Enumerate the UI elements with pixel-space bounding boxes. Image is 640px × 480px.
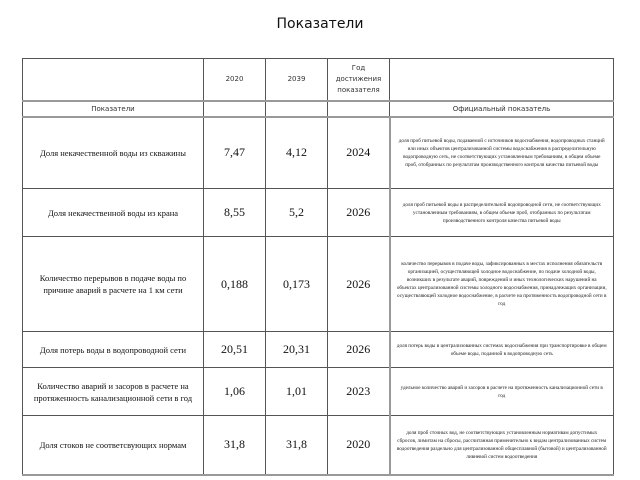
label-indicators-cell: Показатели — [23, 101, 204, 117]
label-2020-cell — [204, 101, 266, 117]
table-row — [23, 368, 614, 416]
value-2020: 8,55 — [204, 189, 266, 237]
target-year: 2026 — [328, 237, 390, 332]
value-2020: 7,47 — [204, 117, 266, 189]
table-row — [23, 117, 614, 189]
official-indicator: доля проб питьевой воды, подаваемой с источников водоснабжения, водопроводных станций или иных объектов централизованной системы водоснабжения в распределительную водопроводную сеть, не соответствующих установленным требованиям, в общем объеме проб, отобранных по результатам производственного контроля качества питьевой воды — [390, 117, 614, 189]
target-year: 2026 — [328, 189, 390, 237]
label-2039-cell — [266, 101, 328, 117]
value-2020: 0,188 — [204, 237, 266, 332]
value-2039: 20,31 — [266, 332, 328, 368]
header-name-cell — [23, 59, 204, 101]
label-official-cell: Официальный показатель — [390, 101, 614, 117]
official-indicator: удельное количество аварий и засоров в расчете на протяженность канализационной сети в год — [390, 368, 614, 416]
header-2020-cell: 2020 — [204, 59, 266, 101]
header-2039-cell: 2039 — [266, 59, 328, 101]
header-target-year-cell: Год достижения показателя — [328, 59, 390, 101]
value-2020: 31,8 — [204, 416, 266, 475]
indicators-table — [22, 58, 614, 476]
target-year: 2026 — [328, 332, 390, 368]
value-2039: 5,2 — [266, 189, 328, 237]
value-2020: 1,06 — [204, 368, 266, 416]
value-2039: 1,01 — [266, 368, 328, 416]
page-title: Показатели — [276, 16, 364, 32]
target-year: 2020 — [328, 416, 390, 475]
indicator-name: Доля некачественной воды из крана — [23, 189, 204, 237]
table-row — [23, 416, 614, 475]
official-indicator: доля потерь воды в централизованных системах водоснабжения при транспортировке в общем объеме воды, поданной в водопроводную сеть — [390, 332, 614, 368]
indicator-name: Доля стоков не соответсвующих нормам — [23, 416, 204, 475]
indicator-name: Доля некачественной воды из скважины — [23, 117, 204, 189]
table-label-row — [23, 101, 614, 117]
official-indicator: доля проб сточных вод, не соответствующих установленным нормативам допустимых сбросов, лимитам на сбросы, рассчитанная применительно к видам централизованных систем водоотведения раздельно для централизованной общесплавной (бытовой) и централизованной ливневой систем водоотведения — [390, 416, 614, 475]
value-2039: 0,173 — [266, 237, 328, 332]
official-indicator: доля проб питьевой воды в распределительной водопроводной сети, не соответствующих установленным требованиям, в общем объеме проб, отобранных по результатам производственного контроля качества питьевой воды — [390, 189, 614, 237]
indicator-name: Количество аварий и засоров в расчете на протяженность канализационной сети в год — [23, 368, 204, 416]
indicator-name: Доля потерь воды в водопроводной сети — [23, 332, 204, 368]
value-2039: 31,8 — [266, 416, 328, 475]
value-2020: 20,51 — [204, 332, 266, 368]
header-official-cell — [390, 59, 614, 101]
indicator-name: Количество перерывов в подаче воды по причине аварий в расчете на 1 км сети — [23, 237, 204, 332]
table-header-row — [23, 59, 614, 101]
table-row — [23, 189, 614, 237]
official-indicator: количество перерывов в подаче воды, зафиксированных в местах исполнения обязательств организацией, осуществляющей холодное водоснабжение, по подаче холодной воды, возникших в результате аварий, повреждений и иных технологических нарушений на объектах централизованной системы холодного водоснабжения, принадлежащих организации, осуществляющей холодное водоснабжение, в расчете на протяженность водопроводной сети в год — [390, 237, 614, 332]
table-row — [23, 332, 614, 368]
label-year-cell — [328, 101, 390, 117]
target-year: 2024 — [328, 117, 390, 189]
target-year: 2023 — [328, 368, 390, 416]
value-2039: 4,12 — [266, 117, 328, 189]
table-row — [23, 237, 614, 332]
